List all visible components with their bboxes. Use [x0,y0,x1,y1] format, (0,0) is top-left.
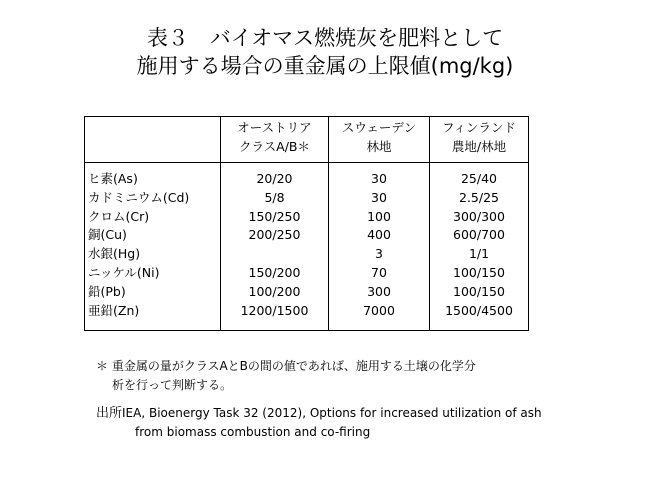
element-name: 銅(Cu) [88,227,127,243]
page-title-line-2: 施用する場合の重金属の上限値(mg/kg) [136,54,514,78]
sweden-value: 3 [375,246,383,262]
sweden-value: 100 [367,208,391,224]
sweden-values-cell [329,163,430,331]
element-name: 鉛(Pb) [88,283,126,299]
header-finland-line-2: 農地/林地 [451,138,507,154]
finland-value: 300/300 [453,208,505,224]
austria-value: 1200/1500 [240,302,309,318]
header-cell-sweden [329,117,430,163]
header-sweden-line-1: スウェーデン [341,120,417,135]
finland-value: 100/150 [453,283,505,299]
header-cell-austria [221,117,329,163]
element-name: ニッケル(Ni) [88,264,160,280]
finland-value: 100/150 [453,264,505,280]
footnote-line-1: ＊ 重金属の量がクラスAとBの間の値であれば、施用する土壌の化学分 [96,359,476,373]
sweden-value: 300 [367,283,391,299]
header-austria-line-1: オーストリア [237,120,312,135]
table-header-row [85,117,529,163]
source-line-2: from biomass combustion and co-firing [135,425,371,439]
austria-value: 20/20 [256,171,293,186]
header-cell-empty [85,117,221,163]
austria-value: 150/200 [248,264,301,280]
header-finland-line-1: フィンランド [441,120,516,135]
element-name: 水銀(Hg) [88,246,141,262]
page-title-line-1: 表３ バイオマス燃焼灰を肥料として [146,26,504,50]
source-label: 出所 [96,406,123,421]
element-name: ヒ素(As) [88,171,138,186]
austria-value [221,245,328,264]
element-names-cell [85,163,221,331]
finland-value: 25/40 [460,171,498,186]
sweden-value: 30 [371,171,387,186]
finland-values-cell [430,163,529,331]
sweden-value: 7000 [363,302,395,318]
sweden-value: 30 [371,189,387,205]
source-citation [96,404,542,423]
austria-values-cell [221,163,329,331]
sweden-value: 400 [367,227,391,243]
finland-value: 600/700 [453,227,505,243]
heavy-metal-limits-table [84,116,529,331]
footnote-line-2: 析を行って判断する。 [112,378,233,392]
source-line-1: IEA, Bioenergy Task 32 (2012), Options for increased utilization of ash [122,406,542,420]
element-name: カドミニウム(Cd) [88,189,190,205]
austria-value: 200/250 [248,227,301,243]
austria-value: 5/8 [264,189,285,205]
finland-value: 2.5/25 [459,189,499,205]
austria-value: 100/200 [248,283,301,299]
austria-value: 150/250 [248,208,301,224]
header-austria-line-2: クラスA/B＊ [239,138,310,154]
element-name: クロム(Cr) [88,208,150,224]
header-cell-finland [430,117,529,163]
element-name: 亜鉛(Zn) [88,302,140,318]
finland-value: 1500/4500 [445,302,513,318]
sweden-value: 70 [371,264,387,280]
table-body-row [85,163,529,331]
header-sweden-line-2: 林地 [366,138,392,154]
finland-value: 1/1 [468,246,490,262]
